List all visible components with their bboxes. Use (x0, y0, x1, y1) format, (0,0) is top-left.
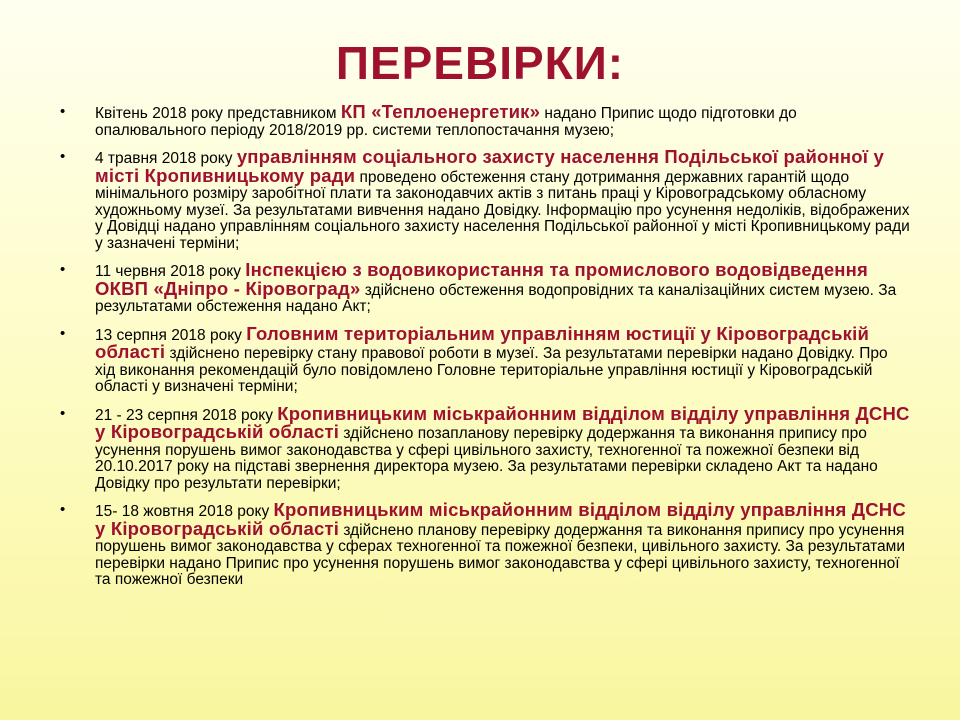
slide-title: ПЕРЕВІРКИ: (335, 37, 625, 89)
item-text-before: 21 - 23 серпня 2018 року (95, 406, 278, 424)
item-text-before: 4 травня 2018 року (95, 150, 237, 167)
list-item (60, 322, 910, 396)
list-item (60, 146, 910, 252)
item-highlight: Кропивницьким міськрайонним відділом відділу управління ДСНС у Кіровоградській області (95, 499, 906, 539)
bullet-icon: • (60, 501, 66, 518)
inspection-list (60, 101, 910, 599)
item-text-after: здійснено планову перевірку додержання та виконання припису про усунення порушень вимог законодавства у сферах техногенної та пожежної безпеки, цивільного захисту. За результатами перевірки надано Припис про усунення порушень вимог законодавства у сфері цивільного захисту, техногенної та пожежної безпеки (95, 521, 905, 588)
item-text-after: надано Припис щодо підготовки до опалювального періоду 2018/2019 рр. системи теплопостачання музею; (95, 105, 797, 139)
item-text-after: проведено обстеження стану дотримання державних гарантій щодо мінімального розміру заробітної плати та законодавчих актів з питань праці у Кіровоградському обласному художньому музеї. За результатами вивчення надано Довідку. Інформацію про усунення недоліків, відображених у Довідці надано управлінням соціального захисту населення Подільської районної у місті Кропивницькому ради у зазначені терміни; (95, 168, 910, 252)
item-text-before: Квітень 2018 року представником (95, 105, 341, 122)
item-highlight: управлінням соціального захисту населення Подільської районної у місті Кропивницькому ради (95, 146, 885, 186)
item-highlight: Головним територіальним управлінням юстиції у Кіровоградській області (95, 322, 870, 362)
bullet-icon: • (60, 324, 66, 342)
item-text-after: здійснено перевірку стану правової роботи в музеї. За результатами перевірки надано Довідку. Про хід виконання рекомендацій було повідомлено Головне територіальне управління юстиції у Кіровоградській області у визначені терміни; (95, 345, 888, 395)
item-text-before: 15- 18 жовтня 2018 року (95, 503, 274, 520)
list-item (60, 101, 910, 139)
item-highlight: Інспекцією з водовикористання та промислового водовідведення ОКВП «Дніпро - Кіровоград» (95, 259, 869, 299)
list-item (60, 402, 910, 493)
item-text-before: 13 серпня 2018 року (95, 326, 247, 344)
list-item (60, 499, 910, 589)
bullet-icon: • (60, 103, 66, 120)
item-highlight: Кропивницьким міськрайонним відділом відділу управління ДСНС у Кіровоградській області (95, 402, 910, 442)
item-text-before: 11 червня 2018 року (95, 263, 246, 280)
bullet-icon: • (60, 261, 66, 278)
item-text-after: здійснено позапланову перевірку додержання та виконання припису про усунення порушень вимог законодавства у сфері цивільного захисту, техногенної та пожежної безпеки від 20.10.2017 року на підставі звернення директора музею. За результатами перевірки складено Акт та надано Довідку про результати перевірки; (95, 425, 878, 492)
bullet-icon: • (60, 148, 66, 165)
bullet-icon: • (60, 404, 66, 422)
item-highlight: КП «Теплоенергетик» (340, 101, 541, 122)
item-text-after: здійснено обстеження водопровідних та каналізаційних систем музею. За результатами обстеження надано Акт; (95, 281, 897, 315)
list-item (60, 259, 910, 316)
